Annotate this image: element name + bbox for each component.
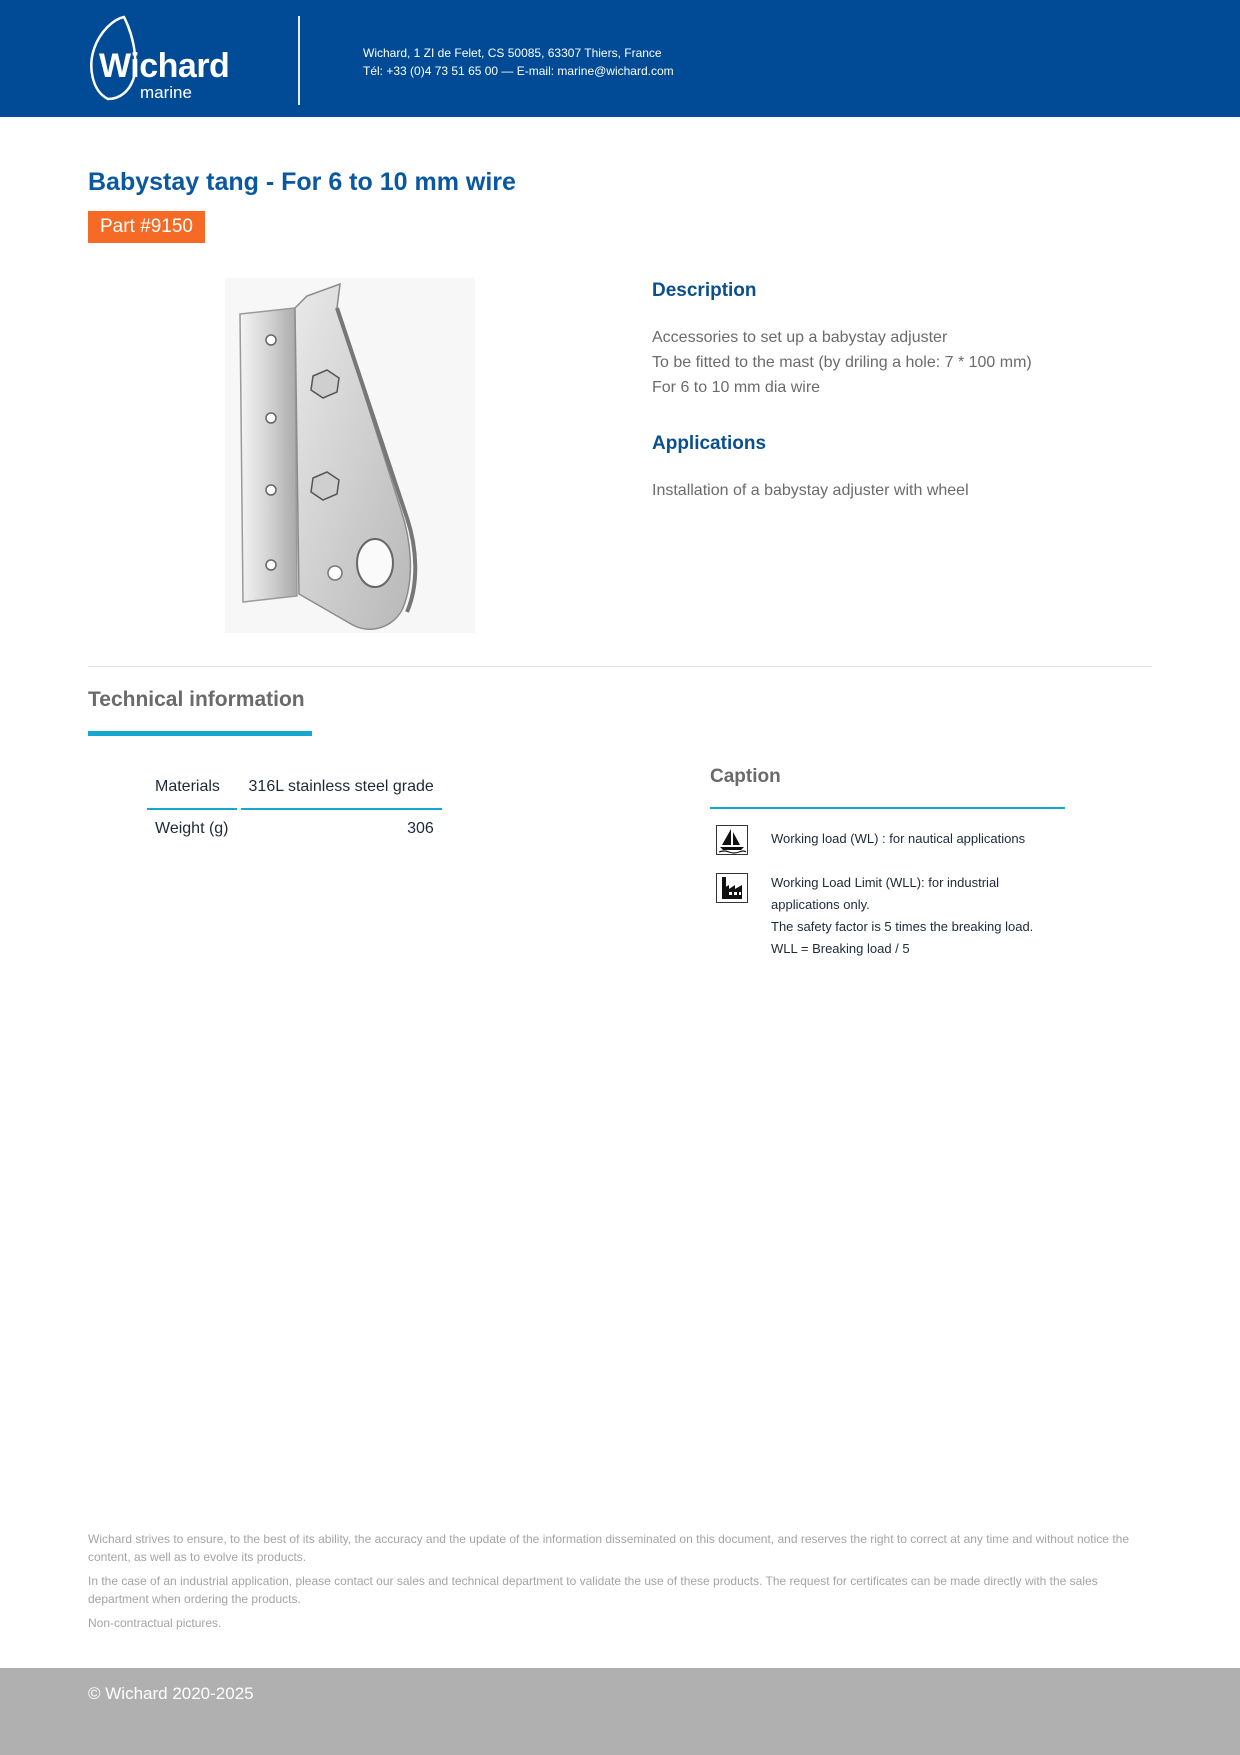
description-text bbox=[652, 325, 1032, 400]
caption-line: applications only. bbox=[771, 897, 870, 912]
description-line: Accessories to set up a babystay adjuster bbox=[652, 329, 948, 346]
caption-item-industrial bbox=[771, 872, 1033, 960]
disclaimer-paragraph: Wichard strives to ensure, to the best of its ability, the accuracy and the update of the information disseminated on this document, and reserves the right to correct at any time and without notice the content, as well as to evolve its products. bbox=[88, 1532, 1129, 1564]
caption-line: Working load (WL) : for nautical applications bbox=[771, 831, 1026, 846]
spec-value: 306 bbox=[407, 820, 434, 837]
page-footer bbox=[0, 1668, 1240, 1755]
disclaimer-paragraph: In the case of an industrial application, please contact our sales and technical department to validate the use of these products. The request for certificates can be made directly with the sales department when ordering the products. bbox=[88, 1574, 1098, 1606]
caption-item-nautical bbox=[771, 828, 1025, 850]
spec-table bbox=[143, 768, 446, 850]
spec-label: Materials bbox=[147, 768, 237, 810]
applications-text: Installation of a babystay adjuster with wheel bbox=[652, 482, 969, 499]
factory-icon bbox=[716, 873, 748, 903]
contact-line[interactable]: Tél: +33 (0)4 73 51 65 00 — E-mail: marine@wichard.com bbox=[363, 64, 674, 78]
caption-line: Working Load Limit (WLL): for industrial bbox=[771, 875, 1000, 890]
description-line: For 6 to 10 mm dia wire bbox=[652, 379, 821, 396]
caption-line: WLL = Breaking load / 5 bbox=[771, 941, 910, 956]
description-heading: Description bbox=[652, 280, 757, 301]
caption-heading: Caption bbox=[710, 766, 781, 787]
copyright: © Wichard 2020-2025 bbox=[88, 1684, 254, 1703]
table-row bbox=[147, 810, 442, 850]
address-line: Wichard, 1 ZI de Felet, CS 50085, 63307 Thiers, France bbox=[363, 46, 662, 60]
spec-label: Weight (g) bbox=[155, 820, 229, 837]
logo-subtitle: marine bbox=[140, 83, 192, 102]
caption-line: The safety factor is 5 times the breaking load. bbox=[771, 919, 1034, 934]
babystay-tang-photo bbox=[225, 278, 475, 633]
logo-wordmark: Wichard bbox=[99, 47, 230, 85]
applications-heading: Applications bbox=[652, 433, 767, 454]
disclaimer bbox=[88, 1530, 1152, 1638]
technical-heading: Technical information bbox=[88, 688, 305, 711]
page-header bbox=[0, 0, 1240, 117]
sailboat-icon bbox=[716, 825, 748, 855]
contact-block bbox=[363, 44, 674, 80]
spec-value: 316L stainless steel grade bbox=[241, 768, 442, 810]
caption-underline bbox=[710, 807, 1065, 809]
table-row bbox=[147, 768, 442, 810]
part-number-badge: Part #9150 bbox=[88, 211, 205, 243]
header-divider bbox=[298, 16, 300, 105]
disclaimer-paragraph: Non-contractual pictures. bbox=[88, 1616, 222, 1630]
technical-heading-underline bbox=[88, 731, 312, 736]
description-line: To be fitted to the mast (by driling a hole: 7 * 100 mm) bbox=[652, 354, 1032, 371]
page-title: Babystay tang - For 6 to 10 mm wire bbox=[88, 168, 516, 196]
section-divider bbox=[88, 666, 1152, 667]
